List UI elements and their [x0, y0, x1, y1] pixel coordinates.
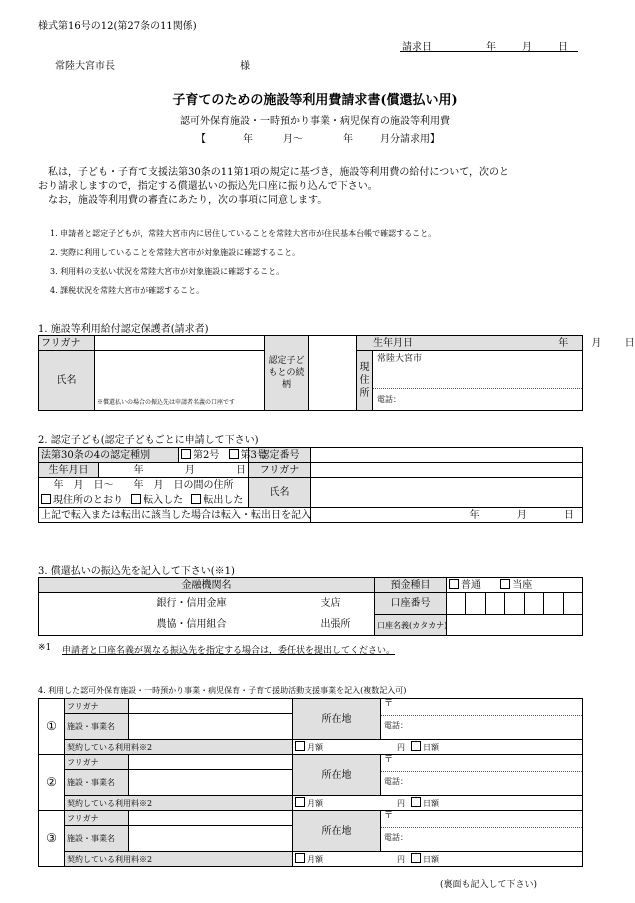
- applicant-table: [38, 335, 635, 411]
- footer-note: (裏面も記入して下さい): [440, 880, 538, 890]
- current-label: 当座: [512, 580, 533, 591]
- branch-name-field[interactable]: [229, 593, 319, 615]
- type3-label: 第3号: [240, 450, 267, 461]
- cert-no-field[interactable]: [311, 448, 583, 463]
- facility-location-label: 所在地: [293, 755, 381, 796]
- monthly-label: 月額: [307, 743, 323, 752]
- facility-postal: 〒: [381, 811, 582, 828]
- applicant-birth-label: 生年月日: [373, 337, 413, 349]
- facility-location-field[interactable]: [381, 755, 583, 796]
- bank-table: [38, 577, 583, 636]
- account-digit[interactable]: [505, 593, 524, 614]
- child-birth-day: 日: [236, 464, 246, 476]
- daily-checkbox[interactable]: [411, 797, 421, 807]
- ordinary-checkbox[interactable]: [449, 579, 459, 589]
- current-checkbox[interactable]: [500, 579, 510, 589]
- facility-location-label: 所在地: [293, 811, 381, 852]
- addressee: 常陸大宮市長: [55, 61, 115, 72]
- child-name-field[interactable]: [311, 478, 583, 508]
- consent-item-3: 3. 利用料の支払い状況を常陸大宮市が対象施設に確認すること。: [50, 267, 285, 276]
- branch-label: 支店: [319, 593, 375, 615]
- move-date-day: 日: [564, 509, 574, 521]
- page-subtitle: 認可外保育施設・一時預かり事業・病児保育の施設等利用費: [180, 116, 450, 127]
- applicant-furigana-label: フリガナ: [39, 336, 95, 351]
- child-furigana-field[interactable]: [311, 463, 583, 478]
- child-type-label: 法第30条の4の認定種別: [39, 448, 179, 463]
- moved-out-label: 転出した: [203, 494, 244, 506]
- facility-table: [38, 698, 583, 867]
- monthly-checkbox[interactable]: [295, 741, 305, 751]
- deposit-type-label: 預金種目: [375, 578, 447, 593]
- monthly-label: 月額: [307, 799, 323, 808]
- account-digit[interactable]: [466, 593, 485, 614]
- child-birth-label: 生年月日: [39, 463, 99, 478]
- request-date-day: 日: [558, 42, 568, 53]
- child-birth-year: 年: [133, 464, 144, 476]
- consent-item-4: 4. 課税状況を常陸大宮市が確認すること。: [50, 286, 205, 295]
- applicant-name-note: ※償還払いの場合の振込先は申請者名義の口座です: [97, 399, 236, 406]
- intro-line-2: おり請求しますので，指定する償還払いの振込先口座に振り込んで下さい。: [38, 181, 378, 192]
- move-date-field[interactable]: [311, 508, 583, 523]
- applicant-name-field[interactable]: [95, 351, 265, 411]
- monthly-checkbox[interactable]: [295, 797, 305, 807]
- relation-field[interactable]: [309, 336, 357, 411]
- move-date-year: 年: [469, 509, 480, 521]
- facility-postal: 〒: [381, 699, 582, 716]
- child-birth-month: 月: [184, 464, 195, 476]
- address-phone: 電話：: [377, 395, 401, 404]
- facility-name-field[interactable]: [129, 714, 293, 740]
- period-year-2: 年: [343, 134, 353, 145]
- intro-line-3: なお，施設等利用費の審査にあたり，次の事項に同意します。: [48, 195, 328, 206]
- office-name-field[interactable]: [229, 615, 319, 636]
- facility-phone: 電話：: [384, 777, 408, 786]
- form-number: 様式第16号の12(第27条の11関係): [38, 21, 197, 32]
- facility-location-field[interactable]: [381, 699, 583, 740]
- cert-no-label: 認定番号: [249, 448, 311, 463]
- monthly-label: 月額: [307, 855, 323, 864]
- move-date-month: 月: [516, 509, 527, 521]
- facility-furigana-field[interactable]: [129, 755, 293, 770]
- applicant-name-label: 氏名: [39, 351, 95, 411]
- applicant-birth-row: [357, 336, 635, 351]
- facility-postal: 〒: [381, 755, 582, 772]
- facility-row-number: ③: [39, 811, 65, 867]
- account-no-field[interactable]: [447, 593, 583, 615]
- account-digit[interactable]: [447, 593, 466, 614]
- period-year-1: 年: [243, 134, 253, 145]
- facility-furigana-field[interactable]: [129, 811, 293, 826]
- facility-name-label: 施設・事業名: [65, 826, 129, 852]
- ordinary-label: 普通: [461, 580, 482, 591]
- bank-type-2: 農協・信用組合: [39, 615, 229, 636]
- period-month-1: 月〜: [283, 134, 303, 145]
- moved-in-checkbox[interactable]: [131, 494, 141, 504]
- facility-row-number: ②: [39, 755, 65, 811]
- monthly-yen: 円: [397, 855, 405, 864]
- daily-label: 日額: [423, 799, 439, 808]
- facility-contract-fee: [293, 796, 583, 811]
- facility-name-field[interactable]: [129, 770, 293, 796]
- account-digit[interactable]: [564, 593, 582, 614]
- relation-label: 認定子どもとの続柄: [265, 336, 309, 411]
- residence-options: [39, 493, 249, 508]
- account-digit[interactable]: [544, 593, 563, 614]
- note-1-mark: ※1: [38, 643, 52, 653]
- type2-label: 第2号: [193, 450, 220, 461]
- facility-phone: 電話：: [384, 721, 408, 730]
- bank-name-label: 金融機関名: [39, 578, 375, 593]
- applicant-birth-month: 月: [591, 337, 602, 349]
- moved-in-label: 転入した: [143, 494, 184, 506]
- account-no-label: 口座番号: [375, 593, 447, 615]
- request-date-label: 請求日: [402, 42, 432, 53]
- page-title: 子育てのための施設等利用費請求書(償還払い用): [172, 93, 458, 108]
- account-name-field[interactable]: [447, 615, 583, 636]
- facility-furigana-field[interactable]: [129, 699, 293, 714]
- move-date-note: 上記で転入または転出に該当した場合は転入・転出日を記入: [39, 508, 311, 523]
- child-furigana-label: フリガナ: [249, 463, 311, 478]
- facility-furigana-label: フリガナ: [65, 811, 129, 826]
- section-3-heading: 3. 償還払いの振込先を記入して下さい(※1): [38, 566, 235, 577]
- facility-furigana-label: フリガナ: [65, 699, 129, 714]
- applicant-birth-year: 年: [558, 337, 569, 349]
- office-label: 出張所: [319, 615, 375, 636]
- period-end: 月分請求用】: [380, 134, 440, 145]
- request-date-line: [400, 51, 578, 52]
- account-digit[interactable]: [486, 593, 505, 614]
- facility-row-number: ①: [39, 699, 65, 755]
- deposit-type-options: [447, 578, 583, 593]
- note-1-text: 申請者と口座名義が異なる振込先を指定する場合は，委任状を提出してください。: [62, 646, 396, 656]
- facility-contract-label: 契約している利用料※2: [65, 852, 293, 867]
- child-name-label: 氏名: [249, 478, 311, 508]
- moved-out-checkbox[interactable]: [191, 494, 201, 504]
- section-4-heading: 4. 利用した認可外保育施設・一時預かり事業・病児保育・子育て援助活動支援事業を記入(複数記入可): [38, 686, 407, 695]
- applicant-birth-day: 日: [624, 337, 635, 349]
- facility-name-field[interactable]: [129, 826, 293, 852]
- monthly-yen: 円: [397, 799, 405, 808]
- daily-label: 日額: [423, 855, 439, 864]
- consent-item-1: 1. 申請者と認定子どもが，常陸大宮市内に居住していることを常陸大宮市が住民基本台帳で確認すること。: [50, 229, 437, 238]
- facility-name-label: 施設・事業名: [65, 770, 129, 796]
- addressee-honorific: 様: [240, 61, 250, 72]
- applicant-furigana-field[interactable]: [95, 336, 265, 351]
- facility-name-label: 施設・事業名: [65, 714, 129, 740]
- facility-location-field[interactable]: [381, 811, 583, 852]
- bank-type-1: 銀行・信用金庫: [39, 593, 229, 615]
- facility-location-label: 所在地: [293, 699, 381, 740]
- section-2-heading: 2. 認定子ども(認定子どもごとに申請して下さい): [38, 435, 259, 446]
- daily-label: 日額: [423, 743, 439, 752]
- period-open: 【: [196, 134, 206, 145]
- facility-contract-label: 契約している利用料※2: [65, 796, 293, 811]
- account-digit-boxes: [447, 593, 582, 614]
- account-digit[interactable]: [525, 593, 544, 614]
- request-date-year: 年: [486, 42, 496, 53]
- daily-checkbox[interactable]: [411, 741, 421, 751]
- address-field[interactable]: [373, 351, 583, 411]
- facility-contract-fee: [293, 740, 583, 755]
- current-address-label: 現住所のとおり: [53, 494, 123, 506]
- section-1-heading: 1. 施設等利用給付認定保護者(請求者): [38, 324, 209, 335]
- facility-furigana-label: フリガナ: [65, 755, 129, 770]
- type2-checkbox[interactable]: [181, 449, 191, 459]
- monthly-checkbox[interactable]: [295, 853, 305, 863]
- child-type-options: [179, 448, 267, 463]
- facility-phone: 電話：: [384, 833, 408, 842]
- daily-checkbox[interactable]: [411, 853, 421, 863]
- facility-contract-fee: [293, 852, 583, 867]
- period-address-label: 年 月 日〜 年 月 日の間の住所: [39, 478, 249, 493]
- child-birth-field[interactable]: [99, 463, 249, 478]
- intro-line-1: 私は，子ども・子育て支援法第30条の11第1項の規定に基づき，施設等利用費の給付について，次のと: [48, 167, 510, 178]
- consent-item-2: 2. 実際に利用していることを常陸大宮市が対象施設に確認すること。: [50, 248, 301, 257]
- current-address-checkbox[interactable]: [41, 494, 51, 504]
- address-label: 現住所: [357, 351, 373, 411]
- type3-checkbox[interactable]: [229, 449, 239, 459]
- account-name-label: 口座名義(カタカナ): [375, 615, 447, 636]
- request-date-month: 月: [522, 42, 532, 53]
- monthly-yen: 円: [397, 743, 405, 752]
- facility-contract-label: 契約している利用料※2: [65, 740, 293, 755]
- child-table: [38, 447, 583, 523]
- address-value: 常陸大宮市: [373, 351, 582, 389]
